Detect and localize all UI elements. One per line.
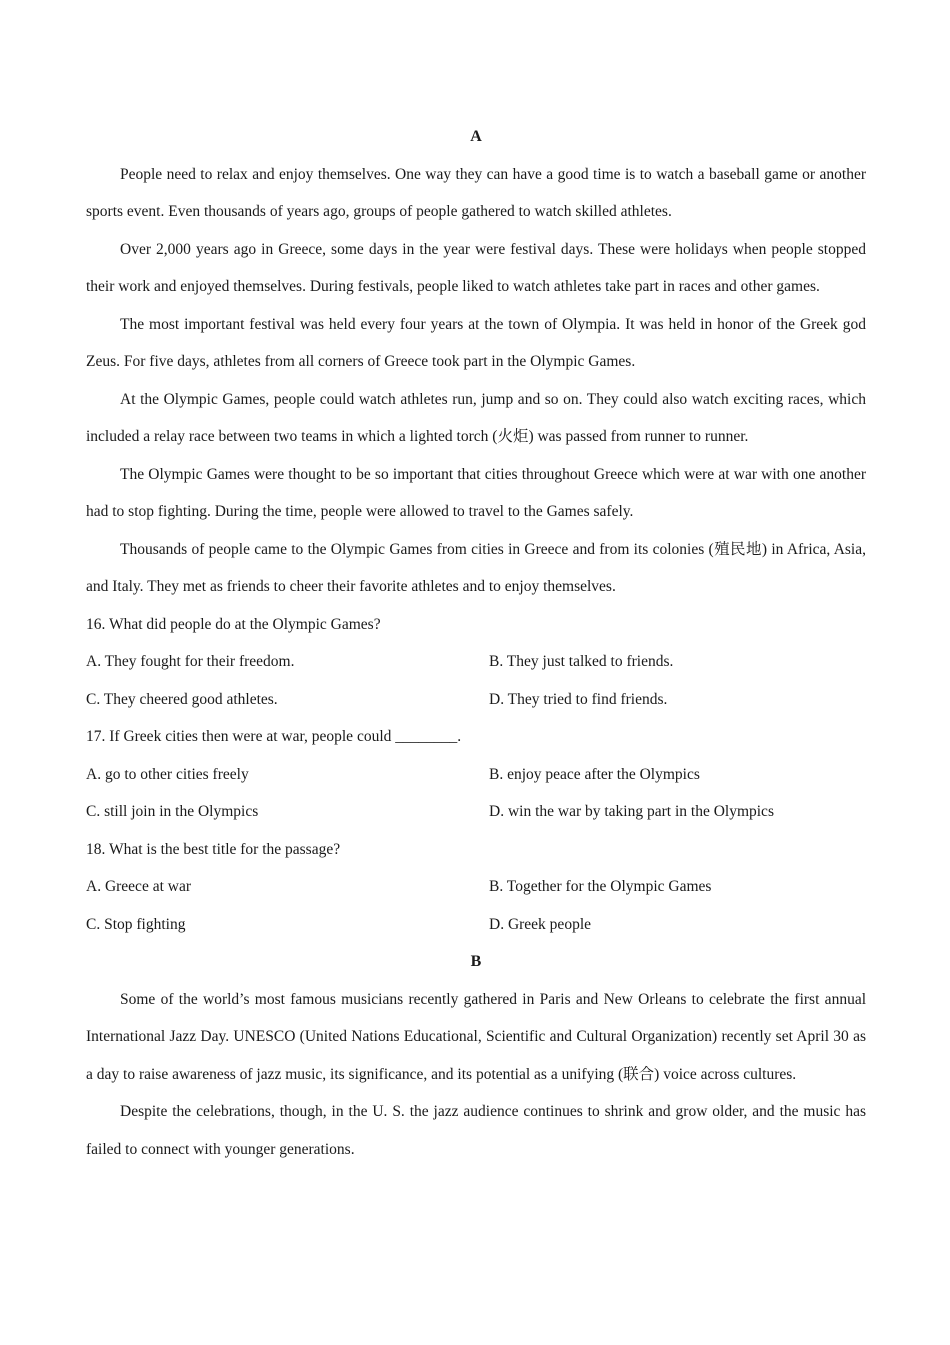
question-17: 17. If Greek cities then were at war, people could ________. xyxy=(86,728,462,745)
passage-a-paragraph-3: The most important festival was held every four years at the town of Olympia. It was held in honor of the Greek god Zeus. For five days, athletes from all corners of Greece took part in the Olympic Games. xyxy=(86,315,866,370)
passage-a-paragraph-6: Thousands of people came to the Olympic Games from cities in Greece and from its colonies (殖民地) in Africa, Asia, and Italy. They met as friends to cheer their favorite athletes and to enjoy themselves. xyxy=(86,540,866,595)
question-16-option-d: D. They tried to find friends. xyxy=(489,690,668,708)
section-b-title: B xyxy=(470,953,482,970)
question-16-option-a: A. They fought for their freedom. xyxy=(86,653,295,670)
question-16: 16. What did people do at the Olympic Games? xyxy=(86,615,381,633)
question-18-option-a: A. Greece at war xyxy=(86,878,191,895)
passage-a-paragraph-5: The Olympic Games were thought to be so important that cities throughout Greece which were at war with one another had to stop fighting. During the time, people were allowed to travel to the Games safely. xyxy=(86,465,866,520)
question-18: 18. What is the best title for the passage? xyxy=(86,840,341,858)
question-18-option-b: B. Together for the Olympic Games xyxy=(489,878,712,895)
document-page xyxy=(86,118,866,1168)
passage-a-paragraph-2: Over 2,000 years ago in Greece, some days in the year were festival days. These were holidays when people stopped their work and enjoyed themselves. During festivals, people liked to watch athletes take part in races and other games. xyxy=(86,240,866,295)
question-18-option-d: D. Greek people xyxy=(489,915,591,933)
passage-a-paragraph-1: People need to relax and enjoy themselves. One way they can have a good time is to watch a baseball game or another sports event. Even thousands of years ago, groups of people gathered to watch skilled athletes. xyxy=(86,165,866,220)
question-17-option-c: C. still join in the Olympics xyxy=(86,803,259,820)
question-16-options xyxy=(86,643,866,718)
question-17-option-d: D. win the war by taking part in the Olympics xyxy=(489,803,774,820)
question-17-option-a: A. go to other cities freely xyxy=(86,765,249,783)
passage-b-paragraph-2: Despite the celebrations, though, in the U. S. the jazz audience continues to shrink and grow older, and the music has failed to connect with younger generations. xyxy=(86,1103,866,1158)
passage-a-paragraph-4: At the Olympic Games, people could watch athletes run, jump and so on. They could also watch exciting races, which included a relay race between two teams in which a lighted torch (火炬) was passed from runner to runner. xyxy=(86,390,866,445)
question-18-options xyxy=(86,868,866,943)
question-16-option-b: B. They just talked to friends. xyxy=(489,653,674,670)
question-16-option-c: C. They cheered good athletes. xyxy=(86,690,278,708)
section-a-title: A xyxy=(470,128,482,145)
question-17-options xyxy=(86,756,866,831)
question-18-option-c: C. Stop fighting xyxy=(86,915,186,933)
question-17-option-b: B. enjoy peace after the Olympics xyxy=(489,765,700,783)
passage-b-paragraph-1: Some of the world’s most famous musicians recently gathered in Paris and New Orleans to celebrate the first annual International Jazz Day. UNESCO (United Nations Educational, Scientific and Cultural Organization) recently set April 30 as a day to raise awareness of jazz music, its significance, and its potential as a unifying (联合) voice across cultures. xyxy=(86,990,866,1083)
